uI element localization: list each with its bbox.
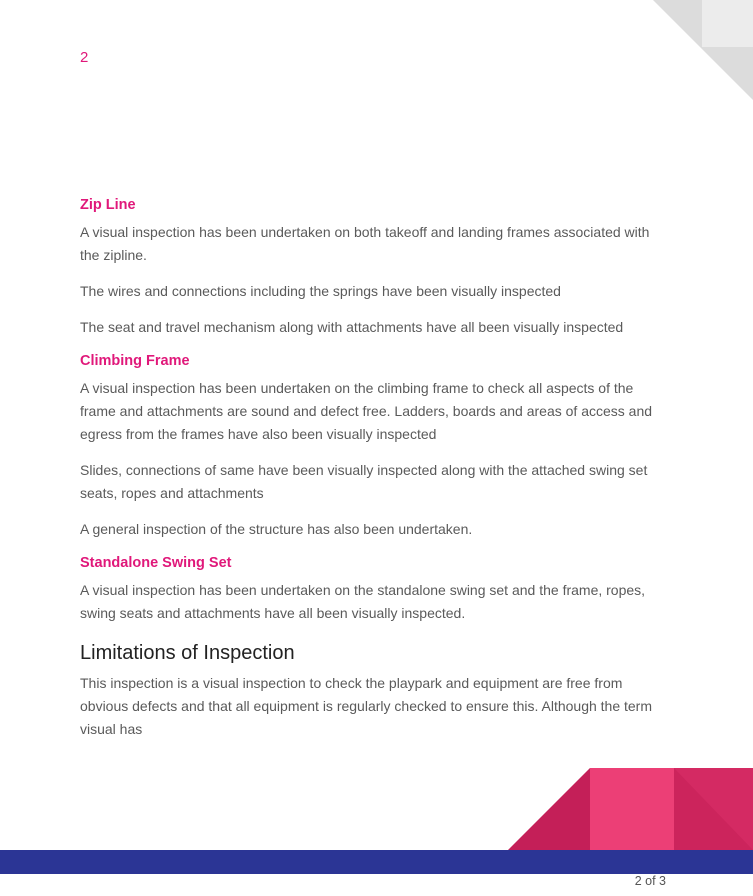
page-number: 2: [80, 49, 89, 66]
paragraph: The wires and connections including the springs have been visually inspected: [80, 283, 561, 299]
paragraph: A general inspection of the structure has also been undertaken.: [80, 521, 473, 537]
paragraph: Slides, connections of same have been visually inspected along with the attached swing set seats, ropes and attachments: [80, 462, 648, 501]
paragraph: A visual inspection has been undertaken on the climbing frame to check all aspects of the frame and attachments are sound and defect free. Ladders, boards and areas of access and egress from the frames have also been visually inspected: [80, 380, 653, 442]
section-heading-limitations: Limitations of Inspection: [80, 642, 295, 664]
corner-decoration-top: [640, 0, 753, 100]
paragraph: This inspection is a visual inspection to check the playpark and equipment are free from obvious defects and that all equipment is regularly checked to ensure this. Although the term visual has: [80, 675, 653, 737]
footer-bar: [0, 850, 753, 874]
corner-decoration-bottom: [508, 768, 753, 850]
section-title-climbing-frame: Climbing Frame: [80, 353, 190, 369]
paragraph: A visual inspection has been undertaken on the standalone swing set and the frame, ropes, swing seats and attachments have all been visually inspected.: [80, 582, 646, 621]
paragraph: A visual inspection has been undertaken on both takeoff and landing frames associated with the zipline.: [80, 224, 650, 263]
document-body: [80, 196, 672, 754]
section-title-standalone-swing-set: Standalone Swing Set: [80, 555, 232, 571]
section-title-zip-line: Zip Line: [80, 197, 136, 213]
footer-page-label: 2 of 3: [634, 874, 666, 888]
paragraph: The seat and travel mechanism along with attachments have all been visually inspected: [80, 319, 624, 335]
